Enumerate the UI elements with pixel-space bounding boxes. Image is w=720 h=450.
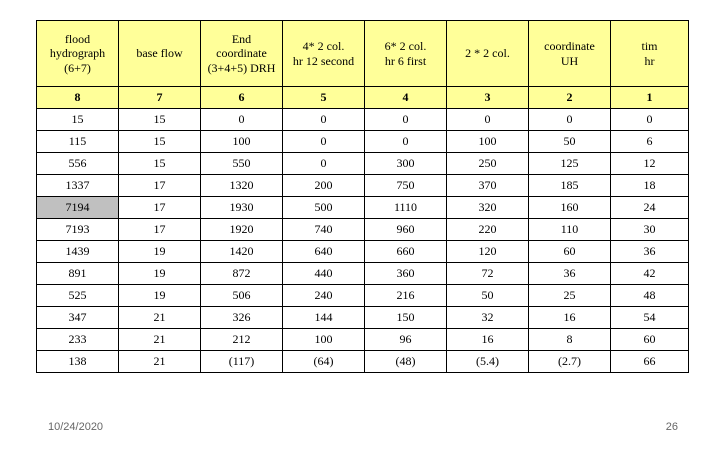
- table-cell: 220: [447, 219, 529, 241]
- table-cell: 360: [365, 263, 447, 285]
- header-coordinate-uh: coordinate UH: [529, 21, 611, 87]
- table-cell: 0: [365, 109, 447, 131]
- column-number: 5: [283, 87, 365, 109]
- table-row: [37, 263, 689, 285]
- table-row: [37, 197, 689, 219]
- column-number: 6: [201, 87, 283, 109]
- table-row: [37, 329, 689, 351]
- table-cell: 0: [447, 109, 529, 131]
- header-12hr-second: 4* 2 col. hr 12 second: [283, 21, 365, 87]
- table-cell: 12: [611, 153, 689, 175]
- table-cell: 250: [447, 153, 529, 175]
- table-cell: 110: [529, 219, 611, 241]
- table-cell: 1439: [37, 241, 119, 263]
- table-cell: 0: [365, 131, 447, 153]
- table-cell: 16: [529, 307, 611, 329]
- column-number-row: [37, 87, 689, 109]
- table-row: [37, 351, 689, 373]
- table-cell: 19: [119, 241, 201, 263]
- table-cell: 42: [611, 263, 689, 285]
- table-cell: 506: [201, 285, 283, 307]
- table-cell: 0: [611, 109, 689, 131]
- table-cell: 24: [611, 197, 689, 219]
- table-cell: 16: [447, 329, 529, 351]
- table-cell: 6: [611, 131, 689, 153]
- table-cell: 660: [365, 241, 447, 263]
- header-base-flow: base flow: [119, 21, 201, 87]
- table-header-row: [37, 21, 689, 87]
- table-cell: 30: [611, 219, 689, 241]
- table-cell: 960: [365, 219, 447, 241]
- table-cell: 15: [37, 109, 119, 131]
- table-cell: 0: [529, 109, 611, 131]
- table-cell: 15: [119, 131, 201, 153]
- column-number: 8: [37, 87, 119, 109]
- table-cell: 48: [611, 285, 689, 307]
- table-cell: 17: [119, 175, 201, 197]
- table-cell: 15: [119, 153, 201, 175]
- table-cell: 320: [447, 197, 529, 219]
- footer-date: 10/24/2020: [48, 421, 104, 433]
- header-end-coordinate-drh: End coordinate (3+4+5) DRH: [201, 21, 283, 87]
- table-cell: 21: [119, 329, 201, 351]
- table-cell: 115: [37, 131, 119, 153]
- table-cell: 19: [119, 263, 201, 285]
- table-cell: 185: [529, 175, 611, 197]
- table-cell: 640: [283, 241, 365, 263]
- table-cell: 60: [529, 241, 611, 263]
- table-cell: (5.4): [447, 351, 529, 373]
- table-cell: 96: [365, 329, 447, 351]
- table-body: [37, 109, 689, 373]
- column-number: 7: [119, 87, 201, 109]
- table-cell: 100: [283, 329, 365, 351]
- table-cell: (2.7): [529, 351, 611, 373]
- table-cell: 72: [447, 263, 529, 285]
- table-cell: 347: [37, 307, 119, 329]
- table-cell: 50: [447, 285, 529, 307]
- table-cell: 54: [611, 307, 689, 329]
- table-cell: 8: [529, 329, 611, 351]
- table-row: [37, 175, 689, 197]
- table-cell: (64): [283, 351, 365, 373]
- table-cell: 138: [37, 351, 119, 373]
- table-cell: 1110: [365, 197, 447, 219]
- table-cell: (117): [201, 351, 283, 373]
- table-cell: 872: [201, 263, 283, 285]
- column-number: 1: [611, 87, 689, 109]
- table-cell-peak-highlight: 7194: [37, 197, 119, 219]
- table-cell: 216: [365, 285, 447, 307]
- table-cell: 556: [37, 153, 119, 175]
- table-cell: 125: [529, 153, 611, 175]
- table-cell: 50: [529, 131, 611, 153]
- table-cell: 18: [611, 175, 689, 197]
- table-cell: (48): [365, 351, 447, 373]
- table-cell: 100: [201, 131, 283, 153]
- table-cell: 500: [283, 197, 365, 219]
- table-cell: 25: [529, 285, 611, 307]
- table-cell: 21: [119, 351, 201, 373]
- table-cell: 0: [283, 109, 365, 131]
- table-cell: 60: [611, 329, 689, 351]
- table-cell: 120: [447, 241, 529, 263]
- table-cell: 300: [365, 153, 447, 175]
- column-number: 4: [365, 87, 447, 109]
- table-cell: 1920: [201, 219, 283, 241]
- table-row: [37, 307, 689, 329]
- table-cell: 240: [283, 285, 365, 307]
- table-cell: 32: [447, 307, 529, 329]
- table-cell: 525: [37, 285, 119, 307]
- header-time-hr: tim hr: [611, 21, 689, 87]
- table-cell: 740: [283, 219, 365, 241]
- table-cell: 1930: [201, 197, 283, 219]
- header-6hr-first: 6* 2 col. hr 6 first: [365, 21, 447, 87]
- table-cell: 891: [37, 263, 119, 285]
- table-row: [37, 219, 689, 241]
- table-cell: 7193: [37, 219, 119, 241]
- table-cell: 19: [119, 285, 201, 307]
- table-cell: 100: [447, 131, 529, 153]
- table-cell: 550: [201, 153, 283, 175]
- table-cell: 1420: [201, 241, 283, 263]
- column-number: 3: [447, 87, 529, 109]
- table-cell: 17: [119, 219, 201, 241]
- flood-hydrograph-table: [36, 20, 689, 373]
- table-row: [37, 153, 689, 175]
- table-cell: 160: [529, 197, 611, 219]
- table-cell: 370: [447, 175, 529, 197]
- table-cell: 1337: [37, 175, 119, 197]
- table-cell: 200: [283, 175, 365, 197]
- table-cell: 36: [611, 241, 689, 263]
- table-cell: 326: [201, 307, 283, 329]
- table-cell: 144: [283, 307, 365, 329]
- table-cell: 36: [529, 263, 611, 285]
- table-cell: 0: [201, 109, 283, 131]
- column-number: 2: [529, 87, 611, 109]
- table-cell: 1320: [201, 175, 283, 197]
- table-cell: 0: [283, 153, 365, 175]
- table-cell: 66: [611, 351, 689, 373]
- table-cell: 150: [365, 307, 447, 329]
- table-cell: 233: [37, 329, 119, 351]
- header-flood-hydrograph: flood hydrograph (6+7): [37, 21, 119, 87]
- page-number: 26: [665, 421, 678, 433]
- table-cell: 440: [283, 263, 365, 285]
- table-cell: 212: [201, 329, 283, 351]
- table-cell: 750: [365, 175, 447, 197]
- table-cell: 15: [119, 109, 201, 131]
- table-row: [37, 241, 689, 263]
- table-cell: 17: [119, 197, 201, 219]
- table-cell: 0: [283, 131, 365, 153]
- header-2x2-col: 2 * 2 col.: [447, 21, 529, 87]
- table-row: [37, 131, 689, 153]
- table-cell: 21: [119, 307, 201, 329]
- table-row: [37, 285, 689, 307]
- table-row: [37, 109, 689, 131]
